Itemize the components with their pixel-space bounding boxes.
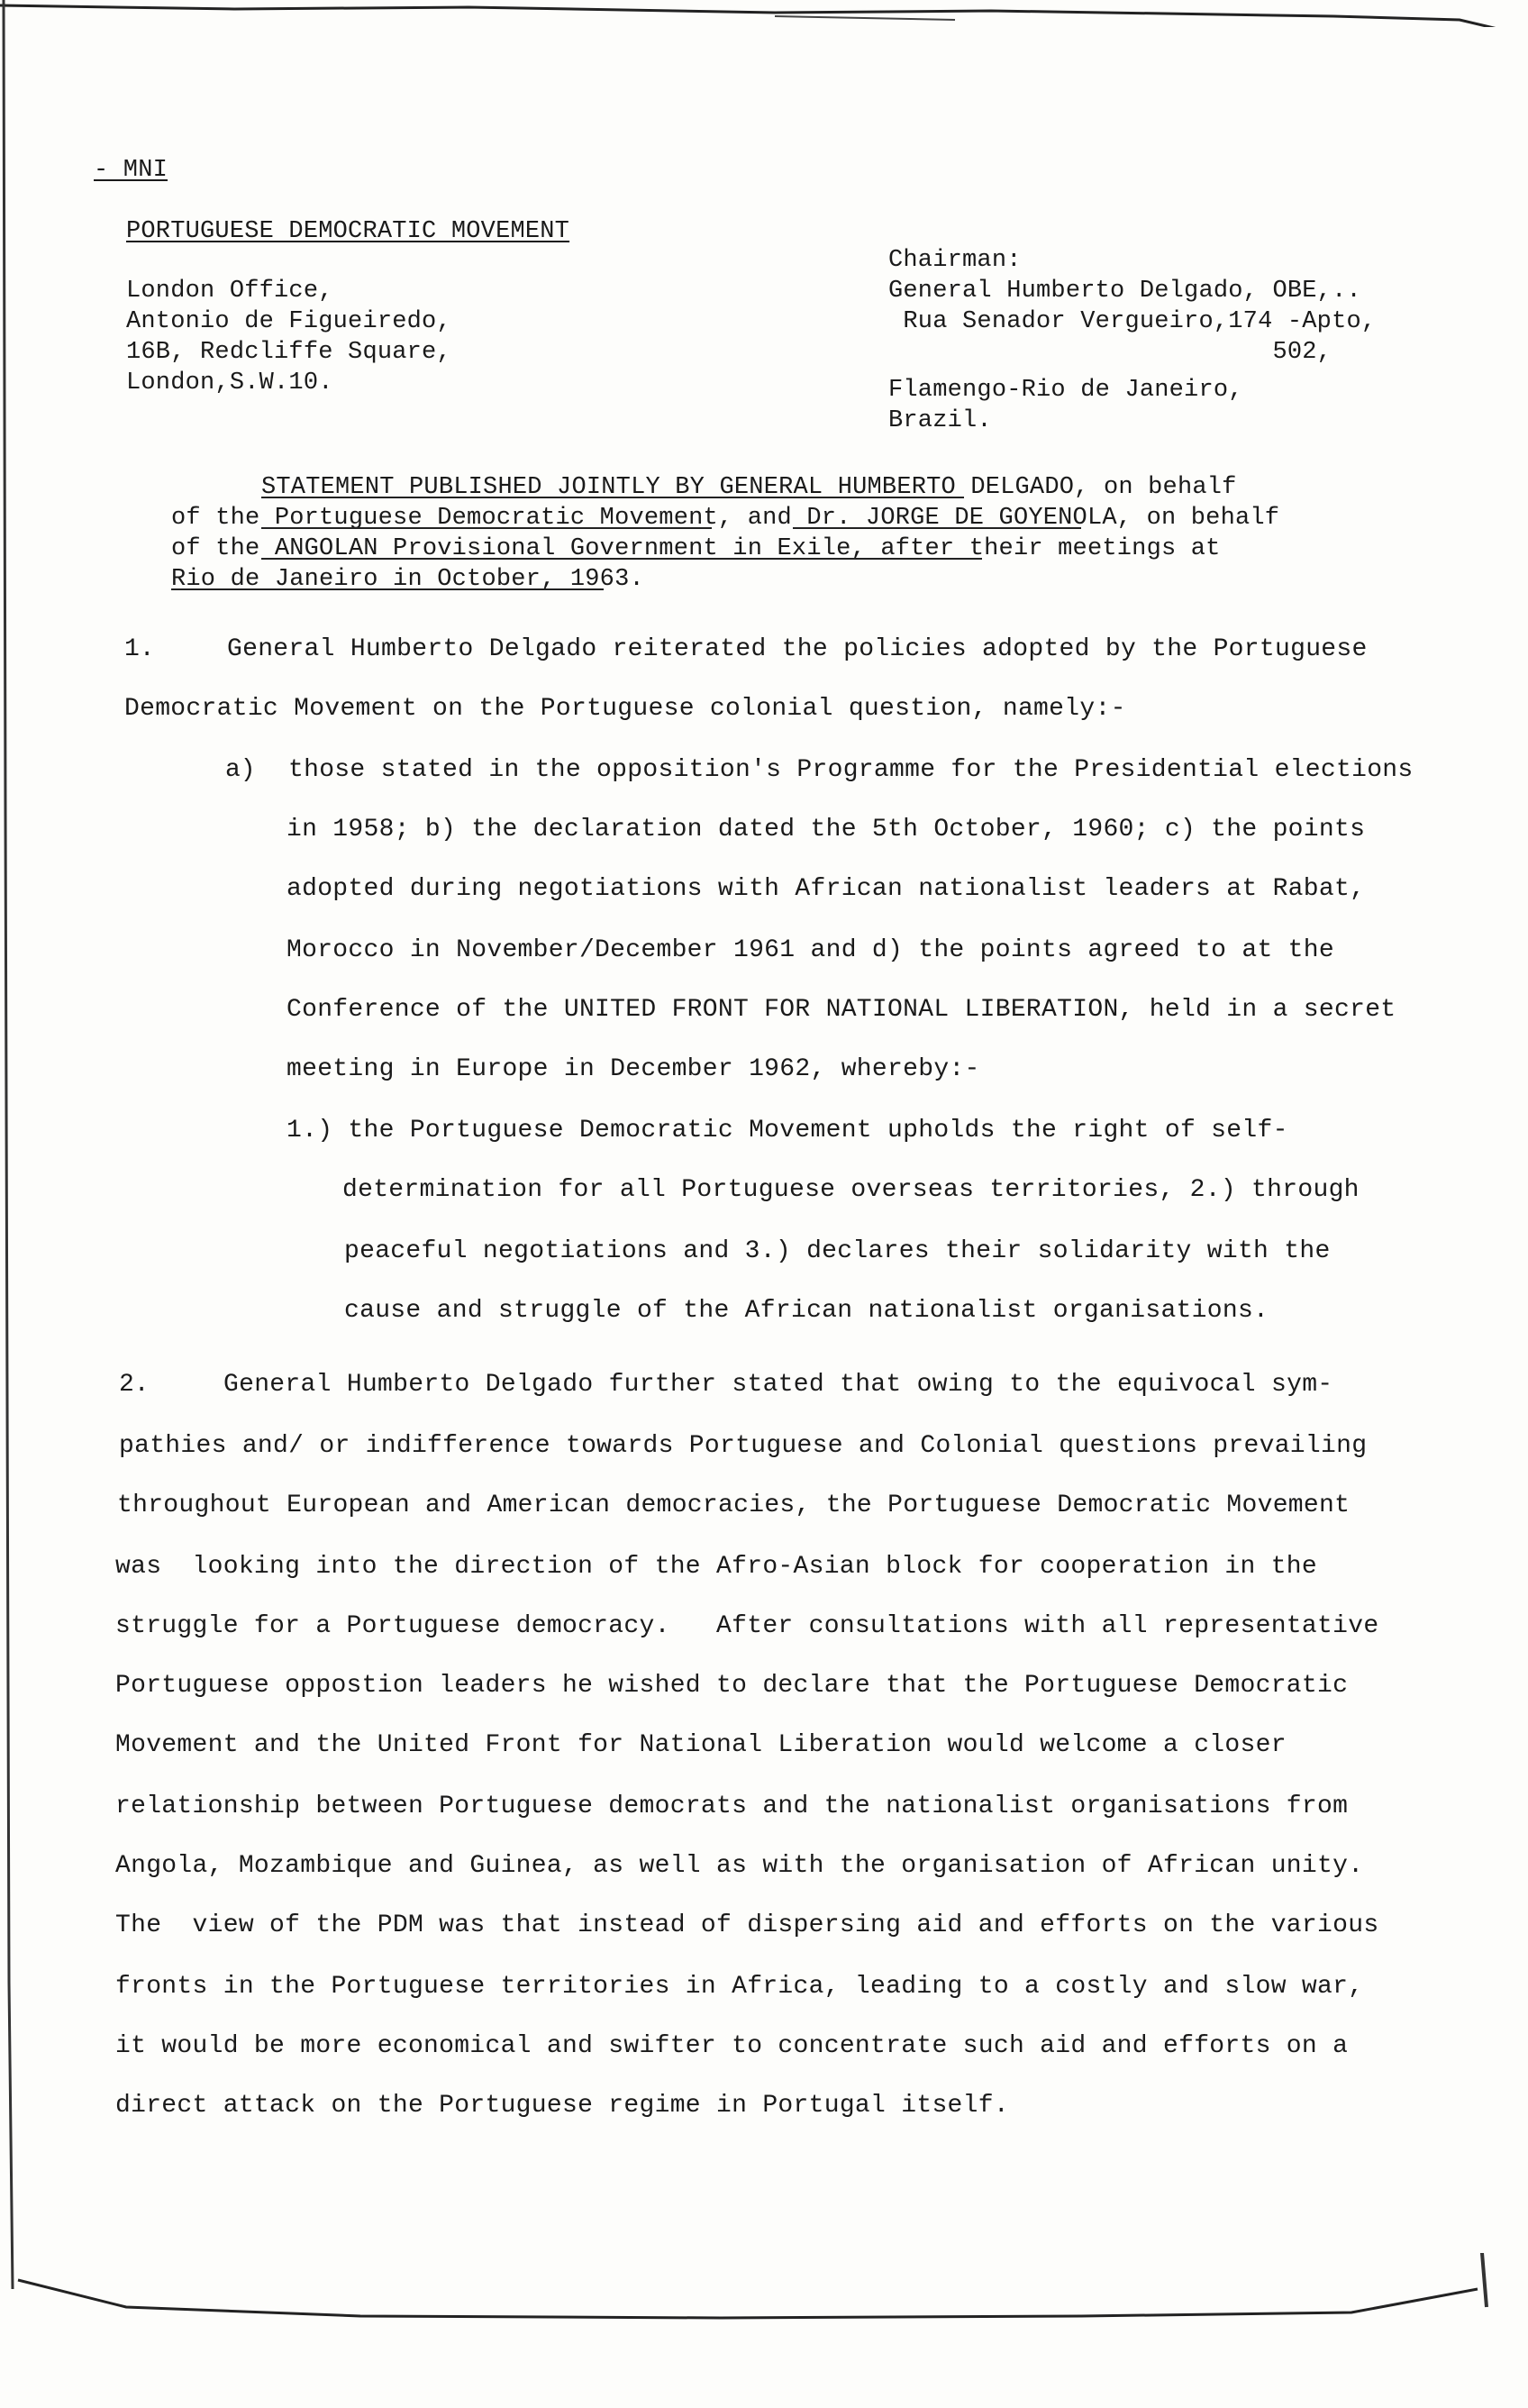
body-line: determination for all Portuguese overseas territories, 2.) through [342,1176,1360,1204]
organisation-name: PORTUGUESE DEMOCRATIC MOVEMENT [126,218,570,245]
body-line: throughout European and American democracies, the Portuguese Democratic Movement [117,1491,1351,1519]
address-line: Antonio de Figueiredo, [126,308,451,335]
body-line: Portuguese oppostion leaders he wished to declare that the Portuguese Democratic [115,1672,1349,1700]
body-line: cause and struggle of the African nationalist organisations. [344,1297,1269,1325]
body-line: struggle for a Portuguese democracy. After consultations with all representative [115,1612,1379,1640]
address-line: Flamengo-Rio de Janeiro, [888,377,1243,404]
body-line: Democratic Movement on the Portuguese colonial question, namely:- [124,695,1126,723]
scan-edge-bottom [0,2253,1528,2361]
item-label: a) [225,756,256,784]
body-line: pathies and/ or indifference towards Portuguese and Colonial questions prevailing [119,1432,1368,1460]
address-line: London Office, [126,278,333,305]
address-line: 502, [888,339,1332,366]
body-line: General Humberto Delgado reiterated the policies adopted by the Portuguese [227,635,1368,663]
address-line: Brazil. [888,407,992,434]
body-line: it would be more economical and swifter to concentrate such aid and efforts on a [115,2032,1349,2060]
body-line: peaceful negotiations and 3.) declares their solidarity with the [344,1237,1331,1265]
statement-line: STATEMENT PUBLISHED JOINTLY BY GENERAL HUMBERTO DELGADO, on behalf [261,474,1237,501]
statement-line: Rio de Janeiro in October, 1963. [171,566,644,593]
body-line: General Humberto Delgado further stated that owing to the equivocal sym- [223,1371,1333,1399]
body-line: Movement and the United Front for National Liberation would welcome a closer [115,1731,1287,1759]
section-number: 2. [119,1371,150,1399]
address-line: General Humberto Delgado, OBE,.. [888,278,1361,305]
body-line: The view of the PDM was that instead of dispersing aid and efforts on the various [115,1911,1379,1939]
section-number: 1. [124,635,155,663]
body-line: Conference of the UNITED FRONT FOR NATIONAL LIBERATION, held in a secret [286,996,1396,1024]
body-line: those stated in the opposition's Programme for the Presidential elections [288,756,1414,784]
body-line: 1.) the Portuguese Democratic Movement upholds the right of self- [286,1117,1288,1145]
chairman-label: Chairman: [888,247,1022,274]
scan-edge-top [0,0,1528,27]
address-line: Rua Senador Vergueiro,174 -Apto, [888,308,1377,335]
statement-underlines [171,469,1306,604]
scan-edge-left [0,0,18,2408]
statement-line: of the Portuguese Democratic Movement, and Dr. JORGE DE GOYENOLA, on behalf [171,505,1280,532]
body-line: direct attack on the Portuguese regime in Portugal itself. [115,2092,1009,2120]
body-line: fronts in the Portuguese territories in Africa, leading to a costly and slow war, [115,1973,1364,2001]
reference-mark: - MNI [94,157,168,184]
body-line: adopted during negotiations with African nationalist leaders at Rabat, [286,875,1366,903]
address-line: London,S.W.10. [126,369,333,397]
statement-line: of the ANGOLAN Provisional Government in Exile, after their meetings at [171,535,1221,562]
address-line: 16B, Redcliffe Square, [126,339,451,366]
body-line: Morocco in November/December 1961 and d) the points agreed to at the [286,936,1334,964]
body-line: Angola, Mozambique and Guinea, as well as with the organisation of African unity. [115,1852,1364,1880]
body-line: relationship between Portuguese democrats and the nationalist organisations from [115,1792,1349,1820]
body-line: in 1958; b) the declaration dated the 5th October, 1960; c) the points [286,816,1366,844]
body-line: was looking into the direction of the Afro-Asian block for cooperation in the [115,1553,1318,1581]
body-line: meeting in Europe in December 1962, whereby:- [286,1055,980,1083]
